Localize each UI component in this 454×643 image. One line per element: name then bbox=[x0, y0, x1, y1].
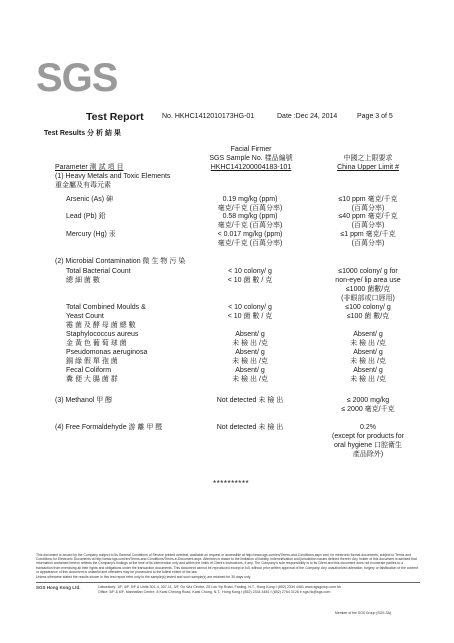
section-formaldehyde: (4) Free Formaldehyde 游 離 甲 醛 bbox=[55, 424, 163, 431]
row-coliform-result-zh: 未 檢 出 /克 bbox=[232, 376, 268, 383]
section-microbial: (2) Microbial Contamination 微 生 物 污 染 bbox=[55, 258, 186, 265]
row-formaldehyde-limit-2: (except for products for bbox=[332, 433, 404, 440]
row-lead-result-unit: 毫克/千克 (百萬分率) bbox=[217, 222, 283, 229]
row-lead-limit: ≤40 ppm 毫克/千克 bbox=[338, 213, 398, 220]
limit-header-en: China Upper Limit # bbox=[337, 164, 399, 171]
sample-no-header: SGS Sample No. 樣品編號 bbox=[209, 155, 293, 162]
row-methanol-limit: ≤ 2000 mg/kg bbox=[346, 397, 390, 404]
row-staph-name-zh: 金 黃 色 葡 萄 球 菌 bbox=[66, 340, 127, 347]
row-tcmy-result: < 10 colony/ g bbox=[228, 304, 272, 311]
section-methanol: (3) Methanol 甲 醇 bbox=[55, 397, 113, 404]
footer-divider bbox=[36, 582, 420, 583]
row-pseudo-result: Absent/ g bbox=[235, 349, 265, 356]
row-mercury-limit-unit: (百萬分率) bbox=[351, 240, 385, 247]
row-tbc-result: < 10 colony/ g bbox=[228, 268, 272, 275]
row-arsenic-result: 0.19 mg/kg (ppm) bbox=[222, 196, 278, 203]
row-tcmy-limit: ≤100 colony/ g bbox=[345, 304, 391, 311]
row-tcmy-name: Total Combined Moulds & bbox=[66, 304, 146, 311]
footer-lab-address: Laboratory: 1/F, 4/F, 5/F & Units 301-4, 307-11, 3/F, On Wui Centre, 25 Lok Yip Road, Fanling, N.T., Hong Kong t (852) 2334 4481 www.sgsgroup.com.hk bbox=[98, 585, 341, 589]
row-staph-limit-zh: 未 檢 出 /克 bbox=[350, 340, 386, 347]
report-date: Date :Dec 24, 2014 bbox=[277, 113, 338, 120]
footer-office-address: Office: 5/F & 6/F, Manhattan Centre, 8 Kwai Cheong Road, Kwai Chung, N.T., Hong Kong t (852) 2334 4481 f (852) 2764 3126 e sgs.hk@sgs.com bbox=[98, 590, 331, 594]
row-tcmy-result-zh: < 10 菌 數 / 克 bbox=[227, 313, 273, 320]
row-arsenic-result-unit: 毫克/千克 (百萬分率) bbox=[217, 205, 283, 212]
row-lead-name: Lead (Pb) 鉛 bbox=[66, 213, 106, 220]
section-heavy-metals: (1) Heavy Metals and Toxic Elements bbox=[55, 173, 171, 180]
row-methanol-result: Not detected 未 檢 出 bbox=[216, 397, 284, 404]
row-tbc-limit-2: non-eye/ lip area use bbox=[335, 277, 401, 284]
page-number: Page 3 of 5 bbox=[357, 113, 393, 120]
row-formaldehyde-limit: 0.2% bbox=[360, 424, 376, 431]
sample-id-header: HKHC141200004183-101 bbox=[210, 164, 292, 171]
sgs-logo bbox=[36, 56, 118, 100]
row-lead-limit-unit: (百萬分率) bbox=[351, 222, 385, 229]
sample-name-header: Facial Firmer bbox=[230, 146, 272, 153]
row-methanol-limit-zh: ≤ 2000 毫克/千克 bbox=[341, 406, 395, 413]
disclaimer-sample-note: Unless otherwise stated the results shown in this test report refer only to the sample(s) tested and such sample(s) are retained for 30 days only. bbox=[36, 575, 251, 579]
row-staph-result-zh: 未 檢 出 /克 bbox=[232, 340, 268, 347]
row-tcmy-name-zh: 霉 菌 及 酵 母 菌 總 數 bbox=[66, 322, 136, 329]
disclaimer-text: This document is issued by the Company subject to its General Conditions of Service printed overleaf, available on request or accessible at http://www.sgs.com/en/Terms-and-Conditions.aspx and, for electronic format documents, subject to Terms and Conditions for Electronic Documents at http://www.sgs.com/en/Terms-and-Conditions/Terms-e-Document.aspx. Attention is drawn to the limitation of liability, indemnification and jurisdiction issues defined therein. Any holder of this document is advised that information contained hereon reflects the Company's findings at the time of its intervention only and within the limits of Client's instructions, if any. The Company's sole responsibility is to its Client and this document does not exonerate parties to a transaction from exercising all their rights and obligations under the transaction documents. This document cannot be reproduced except in full, without prior written approval of the Company. Any unauthorized alteration, forgery or falsification of the content or appearance of this document is unlawful and offenders may be prosecuted to the fullest extent of the law. bbox=[36, 553, 418, 574]
row-mercury-result: < 0.017 mg/kg (ppm) bbox=[217, 231, 283, 238]
row-pseudo-name-zh: 銅 綠 假 單 孢 菌 bbox=[66, 358, 118, 365]
row-formaldehyde-limit-3: oral hygiene 口腔衛生 bbox=[333, 442, 403, 449]
end-of-results-mark: ********** bbox=[213, 479, 250, 488]
row-arsenic-limit-unit: (百萬分率) bbox=[351, 205, 385, 212]
row-coliform-limit: Absent/ g bbox=[353, 367, 383, 374]
section-heavy-metals-zh: 重金屬及有毒元素 bbox=[55, 182, 111, 189]
row-tbc-limit-4: (非眼部或口唇用) bbox=[341, 295, 395, 302]
row-arsenic-name: Arsenic (As) 砷 bbox=[66, 196, 114, 203]
row-staph-limit: Absent/ g bbox=[353, 331, 383, 338]
row-mercury-result-unit: 毫克/千克 (百萬分率) bbox=[217, 240, 283, 247]
row-pseudo-name: Pseudomonas aeruginosa bbox=[66, 349, 148, 356]
row-pseudo-limit-zh: 未 檢 出 /克 bbox=[350, 358, 386, 365]
results-heading: Test Results 分 析 結 果 bbox=[44, 130, 121, 137]
row-pseudo-result-zh: 未 檢 出 /克 bbox=[232, 358, 268, 365]
footer-company: SGS Hong Kong Ltd. bbox=[36, 585, 81, 590]
row-coliform-limit-zh: 未 檢 出 /克 bbox=[350, 376, 386, 383]
row-mercury-limit: ≤1 ppm 毫克/千克 bbox=[340, 231, 396, 238]
row-lead-result: 0.58 mg/kg (ppm) bbox=[222, 213, 278, 220]
row-tbc-result-zh: < 10 菌 數 / 克 bbox=[227, 277, 273, 284]
row-coliform-result: Absent/ g bbox=[235, 367, 265, 374]
parameter-header: Parameter 測 試 項 目 bbox=[55, 164, 124, 171]
row-staph-name: Staphylococcus aureus bbox=[66, 331, 139, 338]
row-arsenic-limit: ≤10 ppm 毫克/千克 bbox=[338, 196, 398, 203]
row-tbc-name-zh: 總 細 菌 數 bbox=[66, 277, 100, 284]
row-tbc-limit: ≤1000 colony/ g for bbox=[338, 268, 398, 275]
row-formaldehyde-limit-4: 產品除外) bbox=[352, 451, 384, 458]
footer-member-note: Member of the SGS Group (SGS SA) bbox=[335, 611, 392, 615]
report-title: Test Report bbox=[86, 111, 144, 123]
row-pseudo-limit: Absent/ g bbox=[353, 349, 383, 356]
row-staph-result: Absent/ g bbox=[235, 331, 265, 338]
logo-wordmark: SGS bbox=[36, 56, 118, 100]
row-coliform-name: Fecal Coliform bbox=[66, 367, 112, 374]
row-mercury-name: Mercury (Hg) 汞 bbox=[66, 231, 116, 238]
row-tbc-name: Total Bacterial Count bbox=[66, 268, 131, 275]
row-coliform-name-zh: 糞 便 大 腸 菌 群 bbox=[66, 376, 118, 383]
limit-header-zh: 中國之上限要求 bbox=[343, 155, 393, 162]
row-tcmy-limit-zh: ≤100 菌 數/克 bbox=[346, 313, 390, 320]
row-formaldehyde-result: Not detected 未 檢 出 bbox=[216, 424, 284, 431]
report-number: No. HKHC1412010173HG-01 bbox=[162, 113, 255, 120]
row-tbc-limit-3: ≤1000 菌數/克 bbox=[345, 286, 391, 293]
row-tcmy-name-2: Yeast Count bbox=[66, 313, 104, 320]
footer-address bbox=[98, 585, 341, 595]
